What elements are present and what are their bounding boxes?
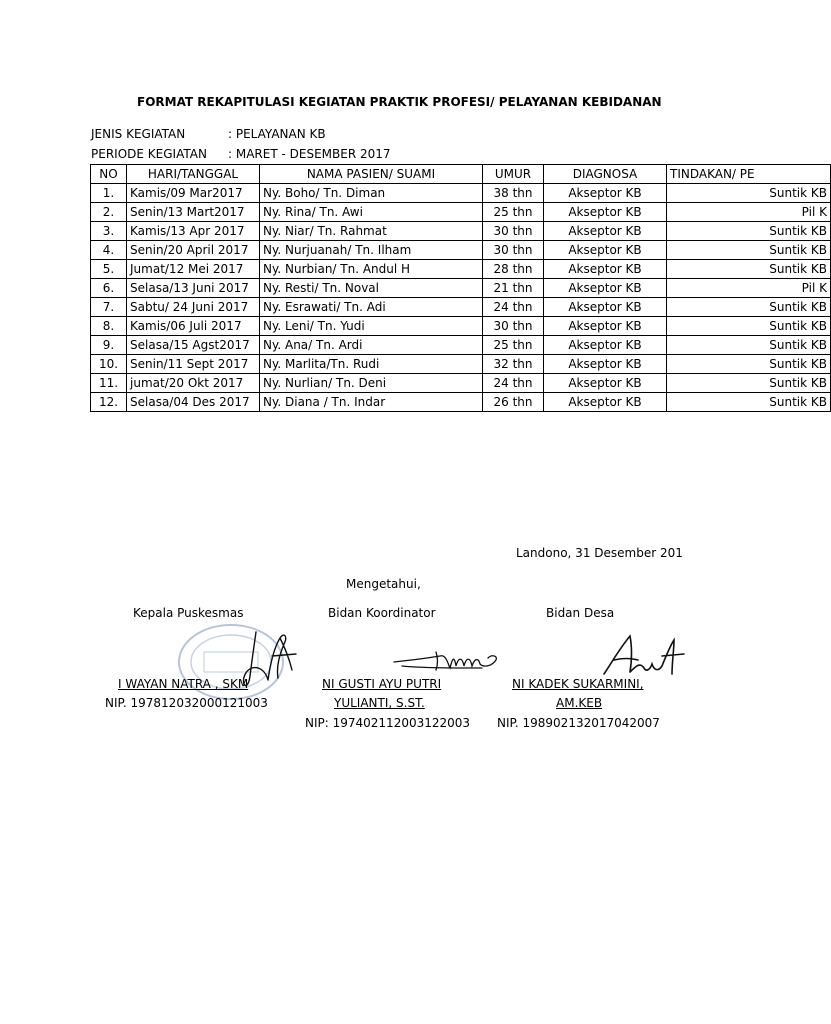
cell-no: 9. — [91, 336, 127, 355]
header-action: TINDAKAN/ PE — [667, 165, 831, 184]
cell-no: 11. — [91, 374, 127, 393]
cell-name: Ny. Boho/ Tn. Diman — [260, 184, 483, 203]
cell-date: Jumat/12 Mei 2017 — [127, 260, 260, 279]
signature-3-image — [600, 632, 686, 680]
cell-date: Kamis/13 Apr 2017 — [127, 222, 260, 241]
cell-age: 25 thn — [483, 336, 544, 355]
cell-age: 25 thn — [483, 203, 544, 222]
cell-age: 30 thn — [483, 241, 544, 260]
document-title: FORMAT REKAPITULASI KEGIATAN PRAKTIK PROFESI/ PELAYANAN KEBIDANAN — [137, 95, 662, 109]
cell-action: Suntik KB — [667, 241, 831, 260]
cell-age: 24 thn — [483, 374, 544, 393]
cell-age: 28 thn — [483, 260, 544, 279]
cell-action: Suntik KB — [667, 298, 831, 317]
cell-diagnosis: Akseptor KB — [544, 298, 667, 317]
header-diagnosis: DIAGNOSA — [544, 165, 667, 184]
cell-action: Suntik KB — [667, 374, 831, 393]
jenis-kegiatan-value: : PELAYANAN KB — [228, 127, 326, 141]
cell-date: Senin/13 Mart2017 — [127, 203, 260, 222]
cell-date: Selasa/15 Agst2017 — [127, 336, 260, 355]
cell-age: 30 thn — [483, 317, 544, 336]
cell-diagnosis: Akseptor KB — [544, 355, 667, 374]
place-date: Landono, 31 Desember 201 — [516, 546, 683, 560]
signer-2-name-line2: YULIANTI, S.ST. — [334, 696, 425, 710]
cell-age: 21 thn — [483, 279, 544, 298]
header-date: HARI/TANGGAL — [127, 165, 260, 184]
recap-table — [90, 164, 831, 412]
table-row — [91, 184, 831, 203]
cell-name: Ny. Leni/ Tn. Yudi — [260, 317, 483, 336]
cell-name: Ny. Marlita/Tn. Rudi — [260, 355, 483, 374]
cell-action: Suntik KB — [667, 393, 831, 412]
table-header-row — [91, 165, 831, 184]
cell-name: Ny. Nurjuanah/ Tn. Ilham — [260, 241, 483, 260]
table-row — [91, 355, 831, 374]
role-kepala-puskesmas: Kepala Puskesmas — [133, 606, 244, 620]
header-no: NO — [91, 165, 127, 184]
periode-kegiatan-row — [91, 147, 391, 161]
cell-no: 6. — [91, 279, 127, 298]
table-row — [91, 298, 831, 317]
signer-1-name: I WAYAN NATRA , SKM — [118, 677, 249, 691]
cell-no: 5. — [91, 260, 127, 279]
cell-date: jumat/20 Okt 2017 — [127, 374, 260, 393]
cell-diagnosis: Akseptor KB — [544, 393, 667, 412]
cell-no: 10. — [91, 355, 127, 374]
table-row — [91, 260, 831, 279]
cell-name: Ny. Resti/ Tn. Noval — [260, 279, 483, 298]
table-row — [91, 279, 831, 298]
cell-action: Suntik KB — [667, 260, 831, 279]
cell-name: Ny. Rina/ Tn. Awi — [260, 203, 483, 222]
cell-no: 1. — [91, 184, 127, 203]
table-row — [91, 222, 831, 241]
table-row — [91, 241, 831, 260]
cell-diagnosis: Akseptor KB — [544, 260, 667, 279]
table-row — [91, 317, 831, 336]
table-row — [91, 336, 831, 355]
cell-name: Ny. Niar/ Tn. Rahmat — [260, 222, 483, 241]
signer-3-name-line1: NI KADEK SUKARMINI, — [512, 677, 644, 691]
cell-action: Suntik KB — [667, 336, 831, 355]
cell-action: Pil K — [667, 279, 831, 298]
cell-age: 24 thn — [483, 298, 544, 317]
signer-3-name-line2: AM.KEB — [556, 696, 603, 710]
cell-diagnosis: Akseptor KB — [544, 184, 667, 203]
table-row — [91, 203, 831, 222]
role-bidan-koordinator: Bidan Koordinator — [328, 606, 436, 620]
cell-name: Ny. Diana / Tn. Indar — [260, 393, 483, 412]
cell-age: 38 thn — [483, 184, 544, 203]
cell-diagnosis: Akseptor KB — [544, 222, 667, 241]
cell-action: Suntik KB — [667, 184, 831, 203]
cell-action: Suntik KB — [667, 222, 831, 241]
header-name: NAMA PASIEN/ SUAMI — [260, 165, 483, 184]
cell-action: Suntik KB — [667, 317, 831, 336]
cell-date: Selasa/13 Juni 2017 — [127, 279, 260, 298]
acknowledged-label: Mengetahui, — [346, 577, 421, 591]
table-row — [91, 374, 831, 393]
cell-age: 30 thn — [483, 222, 544, 241]
signer-2-name-line1: NI GUSTI AYU PUTRI — [322, 677, 442, 691]
cell-date: Senin/20 April 2017 — [127, 241, 260, 260]
cell-diagnosis: Akseptor KB — [544, 241, 667, 260]
periode-kegiatan-label: PERIODE KEGIATAN — [91, 147, 207, 161]
cell-diagnosis: Akseptor KB — [544, 203, 667, 222]
cell-diagnosis: Akseptor KB — [544, 317, 667, 336]
cell-date: Sabtu/ 24 Juni 2017 — [127, 298, 260, 317]
jenis-kegiatan-label: JENIS KEGIATAN — [91, 127, 186, 141]
cell-name: Ny. Nurlian/ Tn. Deni — [260, 374, 483, 393]
cell-no: 4. — [91, 241, 127, 260]
cell-name: Ny. Esrawati/ Tn. Adi — [260, 298, 483, 317]
cell-diagnosis: Akseptor KB — [544, 279, 667, 298]
cell-no: 7. — [91, 298, 127, 317]
cell-date: Kamis/06 Juli 2017 — [127, 317, 260, 336]
recap-table-container — [90, 164, 827, 496]
cell-date: Kamis/09 Mar2017 — [127, 184, 260, 203]
header-age: UMUR — [483, 165, 544, 184]
periode-kegiatan-value: : MARET - DESEMBER 2017 — [228, 147, 391, 161]
signer-2-nip: NIP: 197402112003122003 — [305, 716, 471, 730]
cell-no: 3. — [91, 222, 127, 241]
signature-2-image — [392, 646, 500, 676]
cell-diagnosis: Akseptor KB — [544, 336, 667, 355]
cell-no: 8. — [91, 317, 127, 336]
jenis-kegiatan-row — [91, 127, 326, 141]
cell-name: Ny. Nurbian/ Tn. Andul H — [260, 260, 483, 279]
cell-name: Ny. Ana/ Tn. Ardi — [260, 336, 483, 355]
cell-date: Senin/11 Sept 2017 — [127, 355, 260, 374]
cell-no: 12. — [91, 393, 127, 412]
cell-date: Selasa/04 Des 2017 — [127, 393, 260, 412]
signer-1-nip: NIP. 197812032000121003 — [105, 696, 268, 710]
table-row — [91, 393, 831, 412]
cell-age: 26 thn — [483, 393, 544, 412]
cell-age: 32 thn — [483, 355, 544, 374]
cell-action: Pil K — [667, 203, 831, 222]
cell-no: 2. — [91, 203, 127, 222]
signer-3-nip: NIP. 198902132017042007 — [497, 716, 660, 730]
cell-action: Suntik KB — [667, 355, 831, 374]
role-bidan-desa: Bidan Desa — [546, 606, 615, 620]
cell-diagnosis: Akseptor KB — [544, 374, 667, 393]
